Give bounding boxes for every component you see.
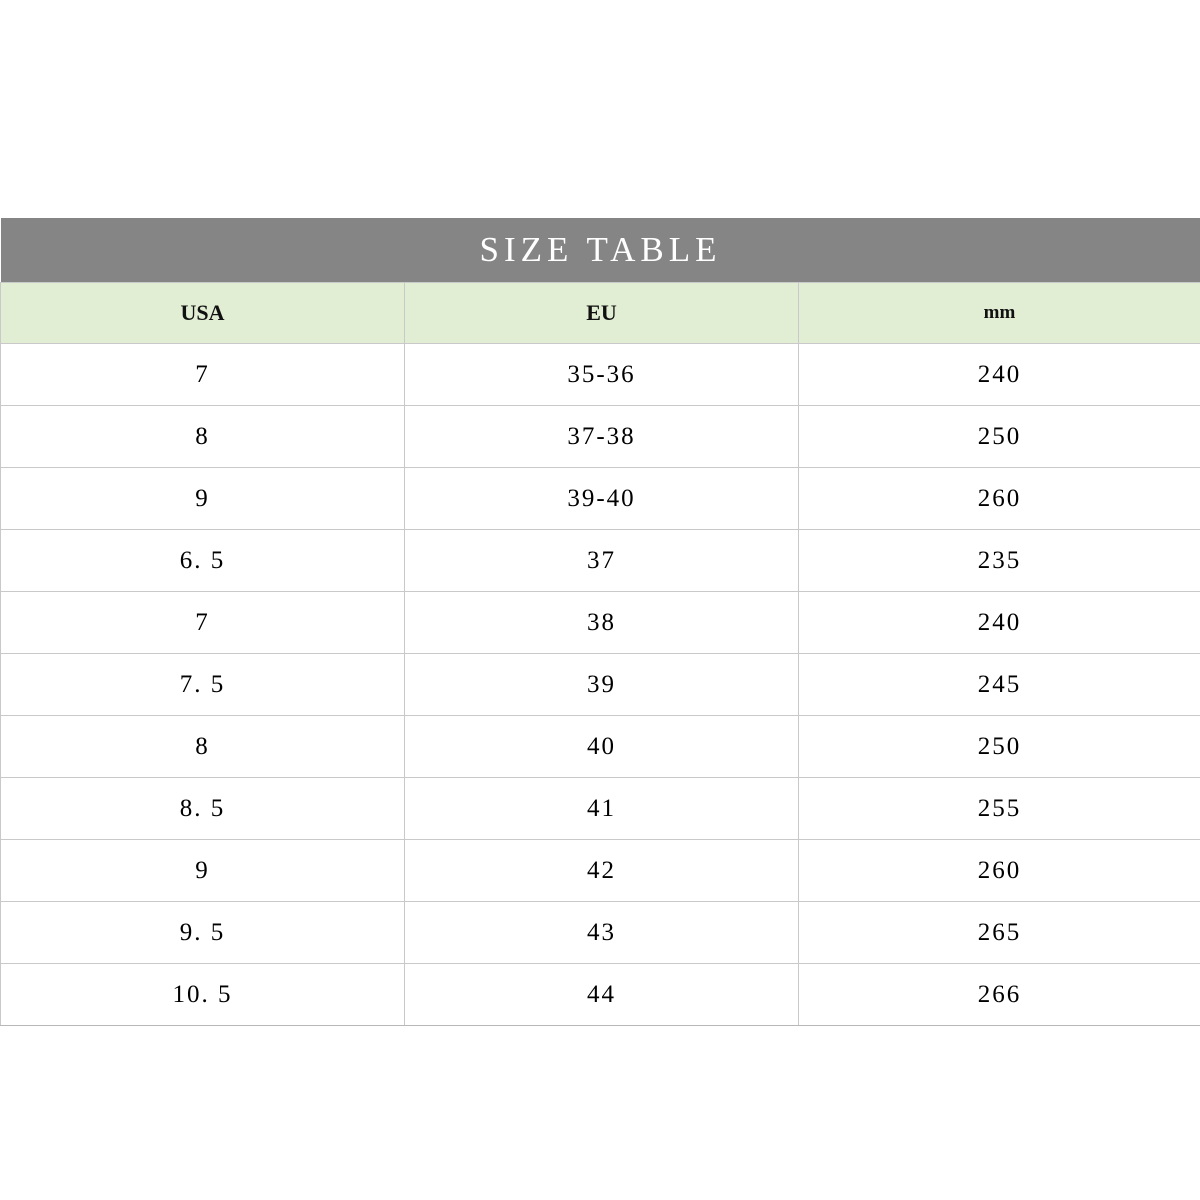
table-row — [1, 716, 1200, 778]
table-row — [1, 964, 1200, 1026]
cell-usa: 9. 5 — [1, 902, 405, 964]
table-row — [1, 530, 1200, 592]
cell-eu: 44 — [405, 964, 799, 1026]
cell-mm: 245 — [799, 654, 1200, 716]
column-header-eu: EU — [405, 283, 799, 344]
table-title-row — [1, 218, 1200, 283]
cell-usa: 8 — [1, 716, 405, 778]
cell-usa: 6. 5 — [1, 530, 405, 592]
cell-mm: 260 — [799, 468, 1200, 530]
table-body — [1, 344, 1200, 1026]
cell-eu: 37 — [405, 530, 799, 592]
size-table — [0, 218, 1200, 1026]
column-header-usa: USA — [1, 283, 405, 344]
cell-usa: 9 — [1, 840, 405, 902]
cell-eu: 40 — [405, 716, 799, 778]
cell-eu: 39-40 — [405, 468, 799, 530]
cell-mm: 266 — [799, 964, 1200, 1026]
page-title: SIZE TABLE — [1, 218, 1200, 283]
cell-mm: 250 — [799, 406, 1200, 468]
cell-mm: 250 — [799, 716, 1200, 778]
cell-eu: 39 — [405, 654, 799, 716]
table-row — [1, 902, 1200, 964]
table-row — [1, 592, 1200, 654]
cell-eu: 35-36 — [405, 344, 799, 406]
table-row — [1, 840, 1200, 902]
cell-usa: 9 — [1, 468, 405, 530]
cell-mm: 240 — [799, 344, 1200, 406]
table-row — [1, 468, 1200, 530]
cell-mm: 235 — [799, 530, 1200, 592]
table-row — [1, 406, 1200, 468]
cell-usa: 7 — [1, 592, 405, 654]
cell-eu: 42 — [405, 840, 799, 902]
cell-usa: 7 — [1, 344, 405, 406]
cell-eu: 37-38 — [405, 406, 799, 468]
cell-eu: 41 — [405, 778, 799, 840]
table-header-row — [1, 283, 1200, 344]
cell-eu: 38 — [405, 592, 799, 654]
table-row — [1, 654, 1200, 716]
cell-usa: 10. 5 — [1, 964, 405, 1026]
cell-usa: 7. 5 — [1, 654, 405, 716]
cell-eu: 43 — [405, 902, 799, 964]
table-row — [1, 344, 1200, 406]
cell-usa: 8 — [1, 406, 405, 468]
cell-mm: 260 — [799, 840, 1200, 902]
cell-mm: 265 — [799, 902, 1200, 964]
table-row — [1, 778, 1200, 840]
cell-mm: 255 — [799, 778, 1200, 840]
cell-mm: 240 — [799, 592, 1200, 654]
cell-usa: 8. 5 — [1, 778, 405, 840]
size-table-container — [0, 218, 1200, 1026]
column-header-mm: mm — [799, 283, 1200, 344]
